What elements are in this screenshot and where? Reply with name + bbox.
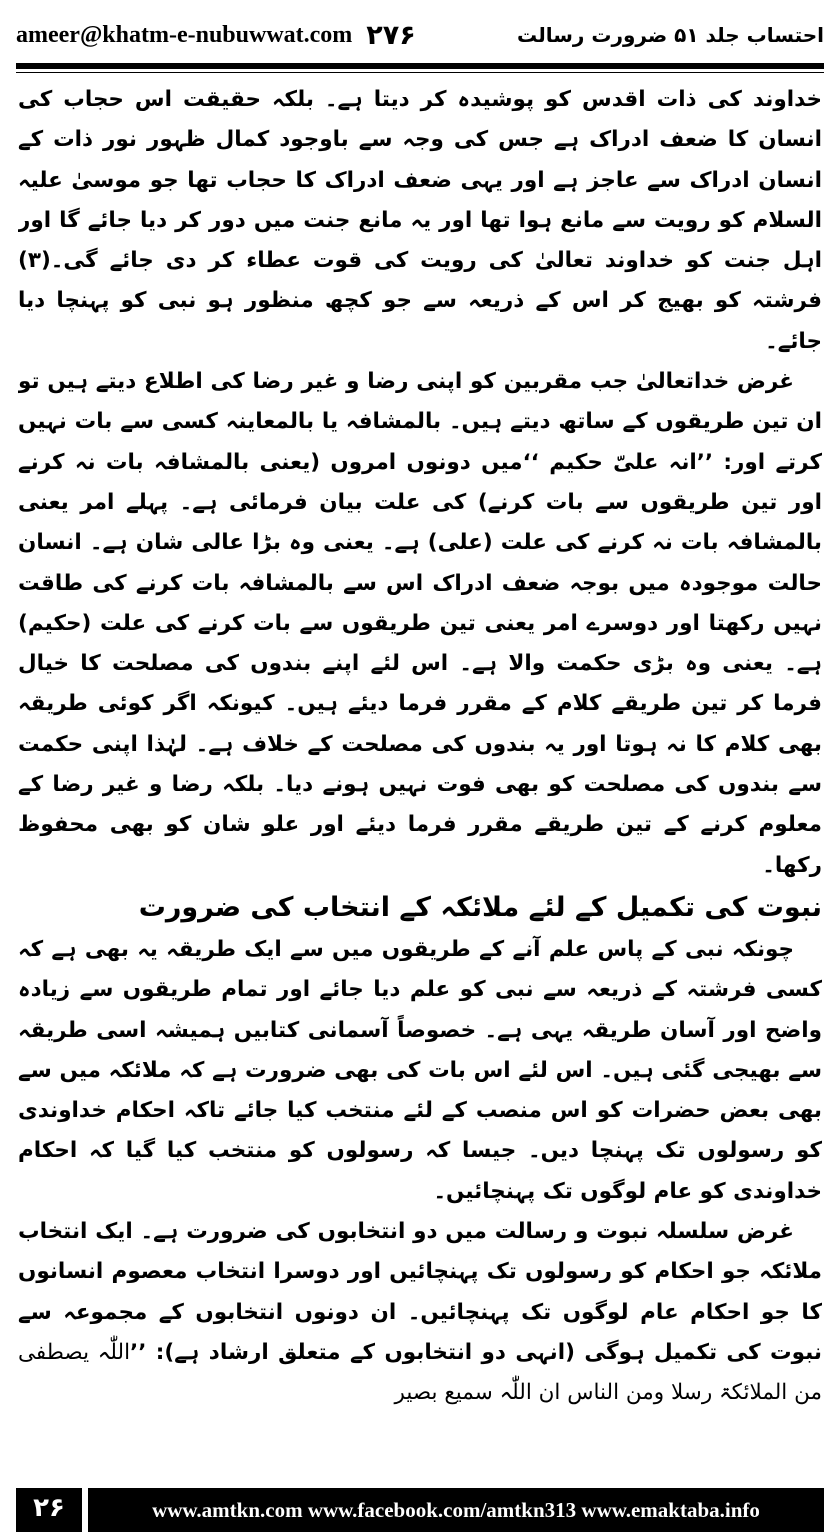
header-page-number: ۲۷۶ bbox=[366, 19, 416, 51]
header-email[interactable]: ameer@khatm-e-nubuwwat.com bbox=[16, 21, 353, 48]
header-left bbox=[16, 20, 416, 51]
page-footer bbox=[16, 1488, 824, 1532]
section-heading: نبوت کی تکمیل کے لئے ملائکہ کے انتخاب کی ضرورت bbox=[138, 891, 822, 923]
paragraph-3: چونکہ نبی کے پاس علم آنے کے طریقوں میں سے ایک طریقہ یہ بھی ہے کہ کسی فرشتہ کے ذریعہ سے نبی کو علم دیا جائے اور تمام طریقوں سے زیادہ واضح اور آسان طریقہ یہی ہے۔ خصوصاً آسمانی کتابیں ہمیشہ اسی طریقہ سے بھیجی گئی ہیں۔ اس لئے اس بات کی بھی ضرورت ہے کہ ملائکہ میں سے بھی بعض حضرات کو اس منصب کے لئے منتخب کیا جائے تاکہ احکام خداوندی کو رسولوں تک پہنچا دیں۔ جیسا کہ رسولوں کو منتخب کیا گیا کہ احکام خداوندی کو عام لوگوں تک پہنچائیں۔ bbox=[18, 936, 822, 1204]
footer-urls[interactable]: www.amtkn.com www.facebook.com/amtkn313 www.emaktaba.info bbox=[152, 1497, 760, 1522]
paragraph-4 bbox=[18, 1212, 822, 1413]
header-rule-thin bbox=[16, 72, 824, 73]
paragraph-2: غرض خداتعالیٰ جب مقربین کو اپنی رضا و غیر رضا کی اطلاع دیتے ہیں تو ان تین طریقوں کے ساتھ دیتے ہیں۔ بالمشافہ یا بالمعاینہ کسی سے بات نہیں کرتے اور: ’’انہ علیّ حکیم ‘‘میں دونوں امروں (یعنی بالمشافہ بات نہ کرنے اور تین طریقوں سے بات کرنے) کی علت بیان فرمائی ہے۔ پہلے امر یعنی بالمشافہ بات نہ کرنے کی علت (علی) ہے۔ یعنی وہ بڑا عالی شان ہے۔ انسان حالت موجودہ میں بوجہ ضعف ادراک اس سے بالمشافہ بات کرنے کی طاقت نہیں رکھتا اور دوسرے امر یعنی تین طریقوں سے بات کرنے کی علت (حکیم) ہے۔ یعنی وہ بڑی حکمت والا ہے۔ اس لئے اپنے بندوں کی مصلحت کا خیال فرما کر تین طریقے کلام کے مقرر فرما دیئے ہیں۔ کیونکہ اگر کوئی طریقہ بھی کلام کا نہ ہوتا اور یہ بندوں کی مصلحت کے خلاف ہے۔ لہٰذا اپنی حکمت سے بندوں کی مصلحت کو بھی فوت نہیں ہونے دیا۔ بلکہ رضا و غیر رضا کے معلوم کرنے کے تین طریقے مقرر فرما دیئے اور علو شان کو بھی محفوظ رکھا۔ bbox=[18, 369, 822, 878]
paragraph-4-text: غرض سلسلہ نبوت و رسالت میں دو انتخابوں کی ضرورت ہے۔ ایک انتخاب ملائکہ جو احکام کو رسولوں تک پہنچائیں اور دوسرا انتخاب معصوم انسانوں کا جو احکام عام لوگوں تک پہنچائیں۔ ان دونوں انتخابوں کے مجموعہ سے نبوت کی تکمیل ہوگی (انہی دو انتخابوں کے متعلق ارشاد ہے): ’’ bbox=[18, 1219, 822, 1365]
footer-page-number: ۲۶ bbox=[16, 1488, 88, 1532]
page-header bbox=[16, 14, 824, 56]
header-book-title: احتساب جلد ۵۱ ضرورت رسالت bbox=[517, 23, 824, 47]
quran-quote: اللّٰہ یصطفی من الملائکۃ رسلا ومن الناس ان اللّٰہ سمیع بصیر bbox=[18, 1339, 822, 1406]
header-rule-thick bbox=[16, 63, 824, 69]
paragraph-1: خداوند کی ذات اقدس کو پوشیدہ کر دیتا ہے۔ بلکہ حقیقت اس حجاب کی انسان کا ضعف ادراک ہے جس کی وجہ سے باوجود کمال ظہور نور ذات کے انسان ادراک سے عاجز ہے اور یہی ضعف ادراک کا حجاب تھا جو موسیٰ علیہ السلام کو رویت سے مانع ہوا تھا اور یہ مانع جنت میں دور کر دیا جائے گا اور اہل جنت کو خداوند تعالیٰ کی رویت کی قوت عطاء کر دی جائے گی۔(۳) فرشتہ کو بھیج کر اس کے ذریعہ سے جو کچھ منظور ہو نبی کو پہنچا دیا جائے۔ bbox=[18, 87, 822, 354]
page-body bbox=[18, 80, 822, 1460]
